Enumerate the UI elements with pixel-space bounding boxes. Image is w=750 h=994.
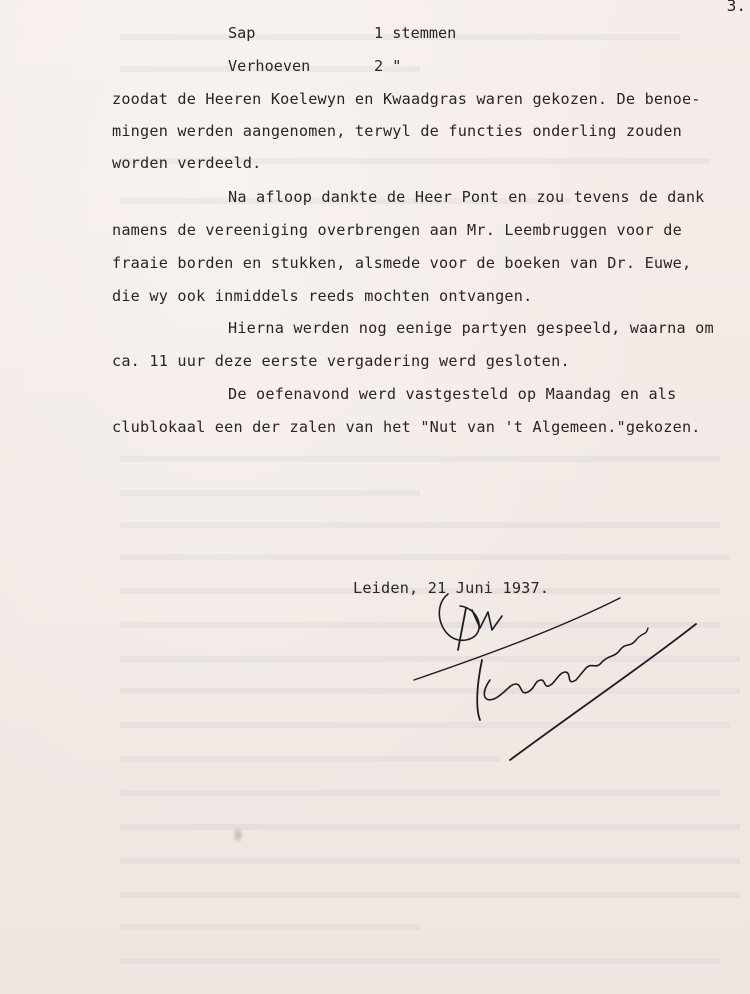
paper-stain: [232, 826, 244, 844]
vote-count: 2 ": [374, 57, 402, 75]
place-date: Leiden, 21 Juni 1937.: [353, 579, 550, 597]
vote-count: 1 stemmen: [374, 24, 457, 42]
body-line: zoodat de Heeren Koelewyn en Kwaadgras waren gekozen. De benoe-: [112, 90, 701, 108]
vote-name: Verhoeven: [228, 57, 311, 75]
body-line: Na afloop dankte de Heer Pont en zou tevens de dank: [228, 188, 705, 206]
body-line: mingen werden aangenomen, terwyl de functies onderling zouden: [112, 122, 682, 140]
body-line: Hierna werden nog eenige partyen gespeeld, waarna om: [228, 319, 714, 337]
body-line: die wy ook inmiddels reeds mochten ontvangen.: [112, 287, 533, 305]
body-line: clublokaal een der zalen van het "Nut van 't Algemeen."gekozen.: [112, 418, 701, 436]
body-line: namens de vereeniging overbrengen aan Mr. Leembruggen voor de: [112, 221, 682, 239]
body-line: worden verdeeld.: [112, 154, 262, 172]
body-line: ca. 11 uur deze eerste vergadering werd gesloten.: [112, 352, 570, 370]
page-number: 3.: [726, 0, 746, 15]
body-line: fraaie borden en stukken, alsmede voor de boeken van Dr. Euwe,: [112, 254, 692, 272]
body-line: De oefenavond werd vastgesteld op Maandag en als: [228, 385, 677, 403]
handwritten-signatures: [410, 588, 710, 768]
vote-name: Sap: [228, 24, 256, 42]
